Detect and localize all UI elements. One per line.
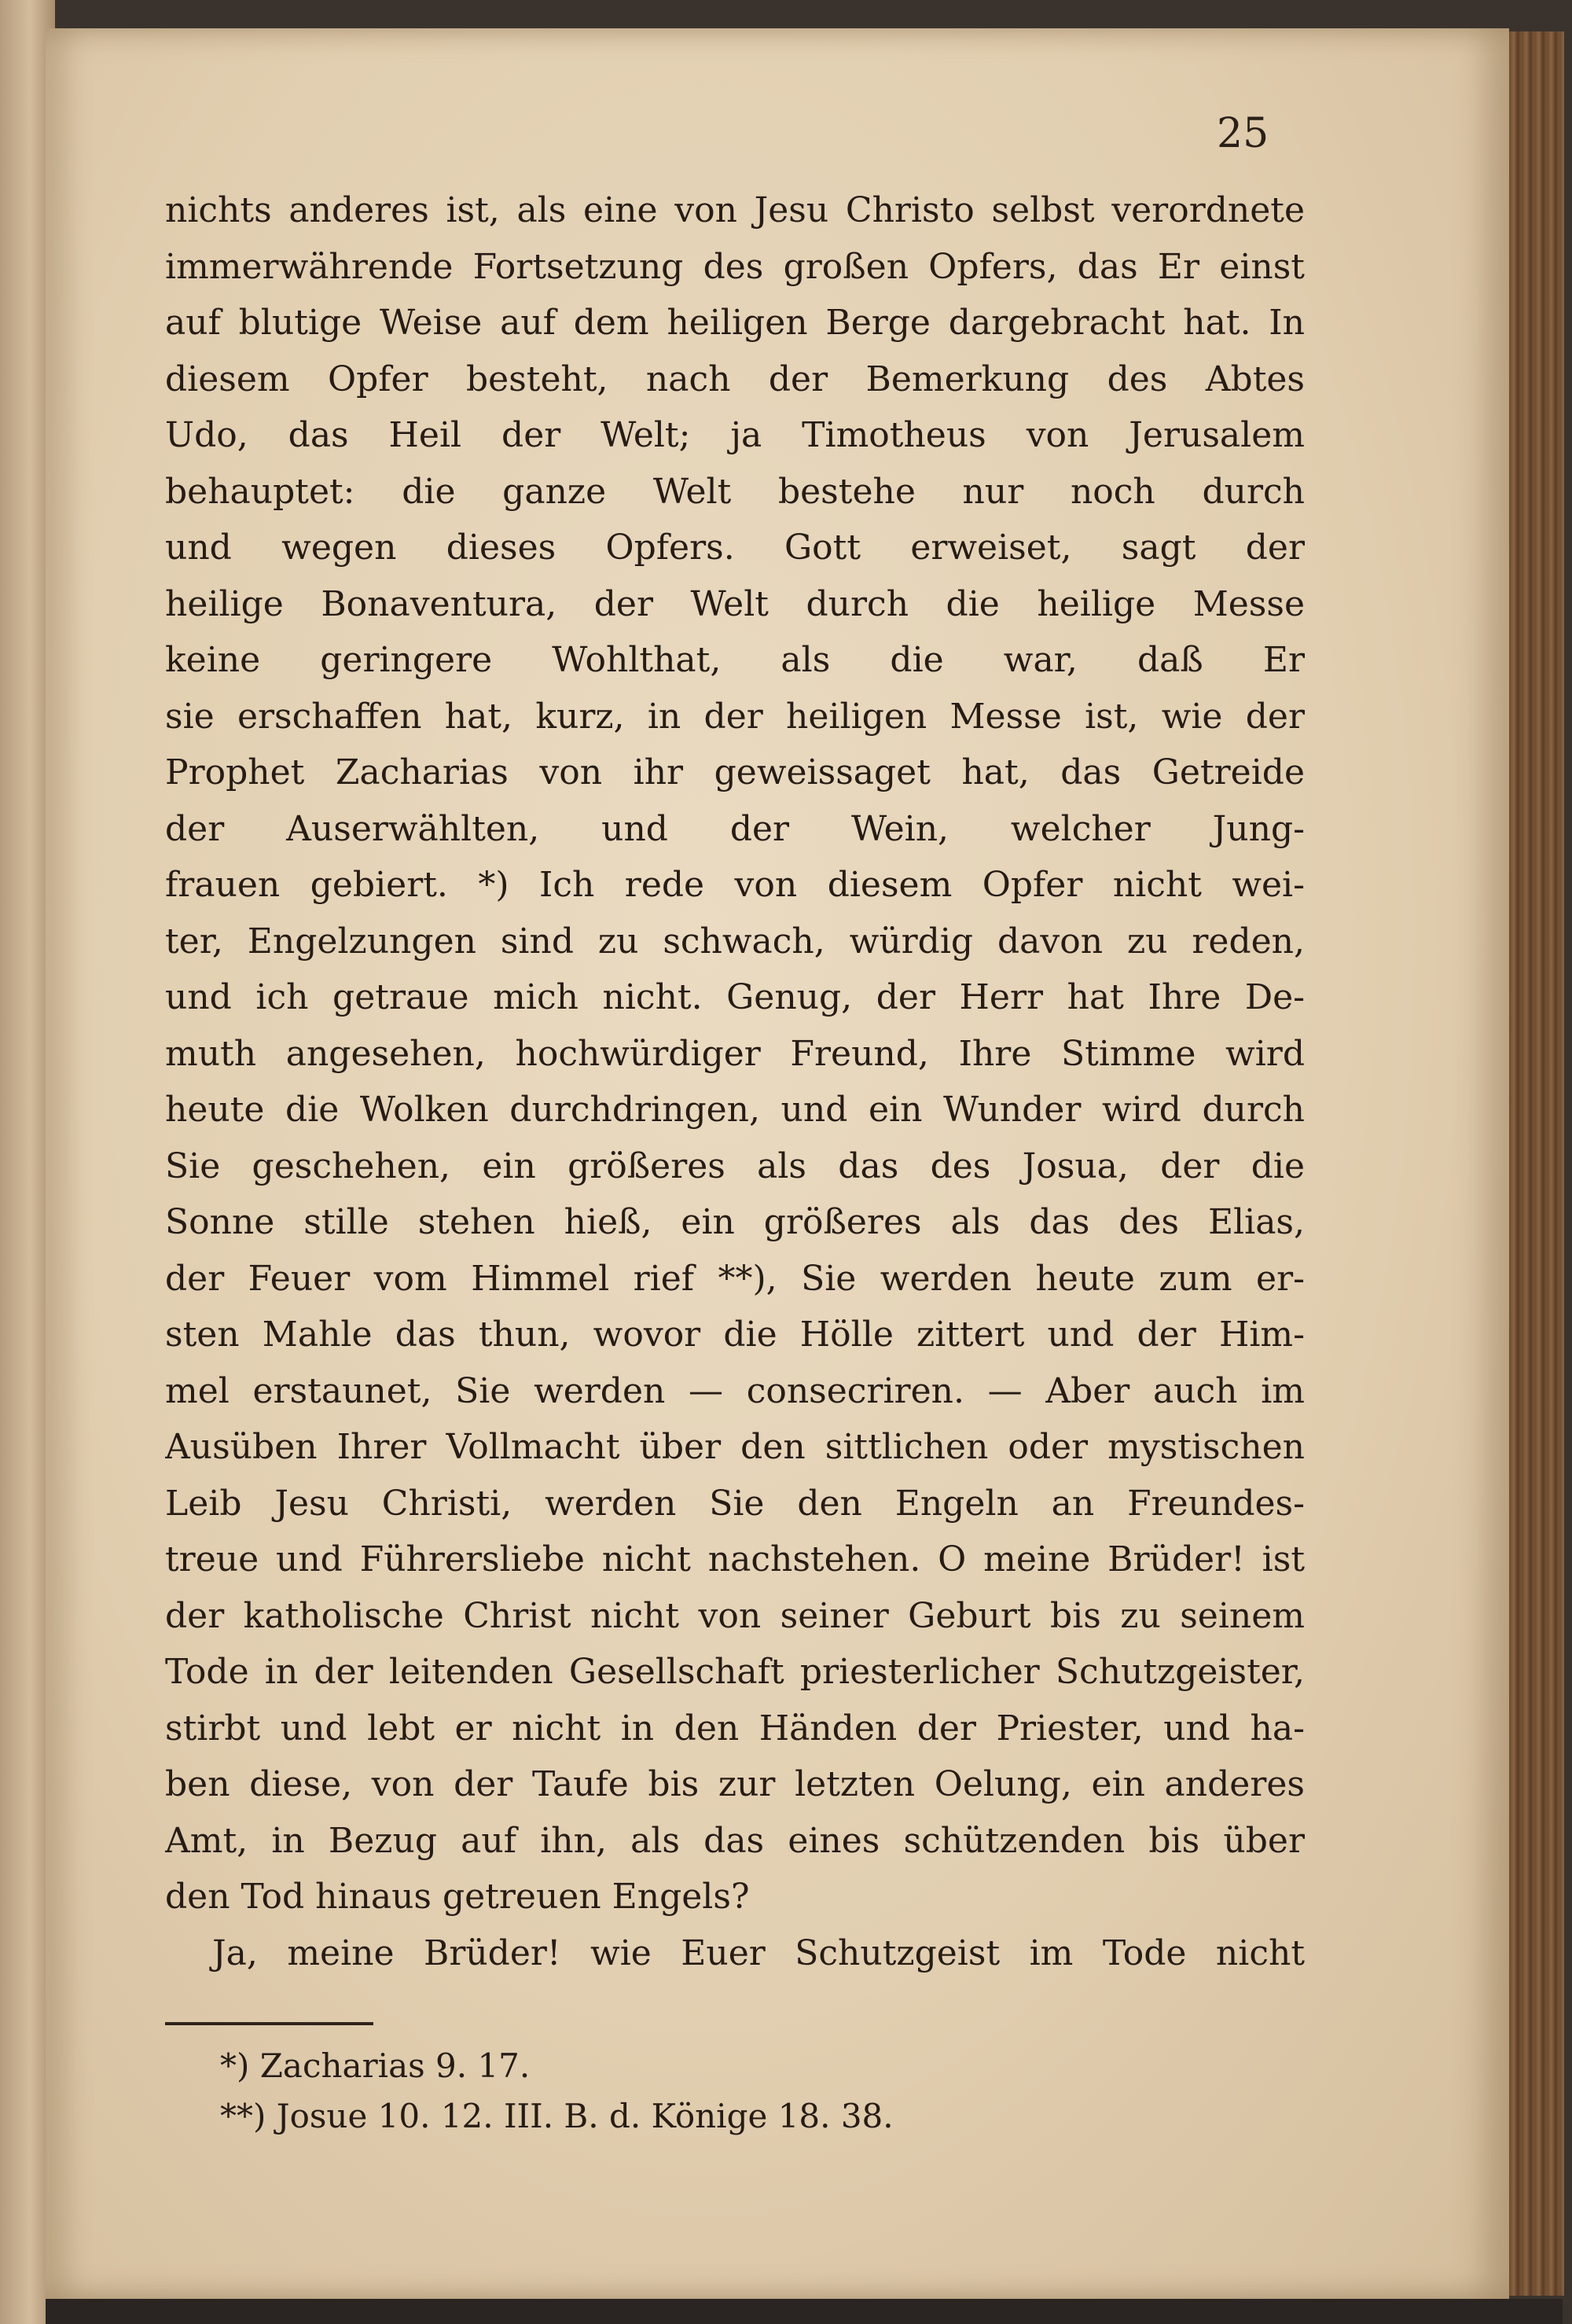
text-line: Leib Jesu Christi, werden Sie den Engeln an Freundes-	[165, 1483, 1305, 1524]
text-line: Sie geschehen, ein größeres als das des Josua, der die	[165, 1145, 1305, 1186]
text-line: heute die Wolken durchdringen, und ein Wunder wird durch	[165, 1090, 1305, 1130]
text-line: Tode in der leitenden Gesellschaft priesterlicher Schutzgeister,	[165, 1652, 1305, 1692]
text-line: Ja, meine Brüder! wie Euer Schutzgeist im Tode nicht	[212, 1932, 1305, 1973]
text-line: der Feuer vom Himmel rief **), Sie werden heute zum er-	[165, 1258, 1305, 1299]
text-line: Udo, das Heil der Welt; ja Timotheus von Jerusalem	[165, 415, 1305, 455]
text-line: muth angesehen, hochwürdiger Freund, Ihre Stimme wird	[165, 1033, 1305, 1074]
text-line: ben diese, von der Taufe bis zur letzten Oelung, ein anderes	[165, 1764, 1305, 1804]
bottom-background	[46, 2299, 1563, 2324]
text-line: ter, Engelzungen sind zu schwach, würdig davon zu reden,	[165, 921, 1305, 962]
text-line: Ausüben Ihrer Vollmacht über den sittlichen oder mystischen	[165, 1427, 1305, 1467]
text-line: der katholische Christ nicht von seiner Geburt bis zu seinem	[165, 1595, 1305, 1636]
page-edges	[1509, 31, 1564, 2296]
page-number: 25	[1217, 110, 1269, 157]
text-line: mel erstaunet, Sie werden — consecriren. — Aber auch im	[165, 1370, 1305, 1411]
text-line: sten Mahle das thun, wovor die Hölle zittert und der Him-	[165, 1315, 1305, 1355]
text-line: der Auserwählten, und der Wein, welcher Jung-	[165, 808, 1305, 849]
footnotes	[220, 2041, 1085, 2142]
text-line: treue und Führersliebe nicht nachstehen. O meine Brüder! ist	[165, 1539, 1305, 1579]
text-line: Sonne stille stehen hieß, ein größeres als das des Elias,	[165, 1202, 1305, 1242]
text-line: nichts anderes ist, als eine von Jesu Christo selbst verordnete	[165, 190, 1305, 230]
text-line: frauen gebiert. *) Ich rede von diesem Opfer nicht wei-	[165, 865, 1305, 905]
text-line: behauptet: die ganze Welt bestehe nur noch durch	[165, 471, 1305, 512]
text-line: keine geringere Wohlthat, als die war, daß Er	[165, 640, 1305, 680]
text-line: diesem Opfer besteht, nach der Bemerkung des Abtes	[165, 359, 1305, 399]
footnote-rule	[165, 2022, 373, 2025]
text-line: Prophet Zacharias von ihr geweissaget hat, das Getreide	[165, 752, 1305, 792]
text-line: und wegen dieses Opfers. Gott erweiset, sagt der	[165, 528, 1305, 568]
text-line: und ich getraue mich nicht. Genug, der Herr hat Ihre De-	[165, 977, 1305, 1017]
text-line: heilige Bonaventura, der Welt durch die heilige Messe	[165, 583, 1305, 624]
text-line: auf blutige Weise auf dem heiligen Berge dargebracht hat. In	[165, 303, 1305, 343]
footnote: *) Zacharias 9. 17.	[220, 2046, 531, 2085]
text-line: Amt, in Bezug auf ihn, als das eines schützenden bis über	[165, 1820, 1305, 1861]
text-line: immerwährende Fortsetzung des großen Opfers, das Er einst	[165, 246, 1305, 287]
text-line: stirbt und lebt er nicht in den Händen der Priester, und ha-	[165, 1708, 1305, 1749]
body-text	[165, 182, 1305, 1981]
text-line: sie erschaffen hat, kurz, in der heiligen Messe ist, wie der	[165, 696, 1305, 737]
footnote: **) Josue 10. 12. III. B. d. Könige 18. 38.	[220, 2097, 894, 2135]
text-line: den Tod hinaus getreuen Engels?	[165, 1877, 750, 1917]
